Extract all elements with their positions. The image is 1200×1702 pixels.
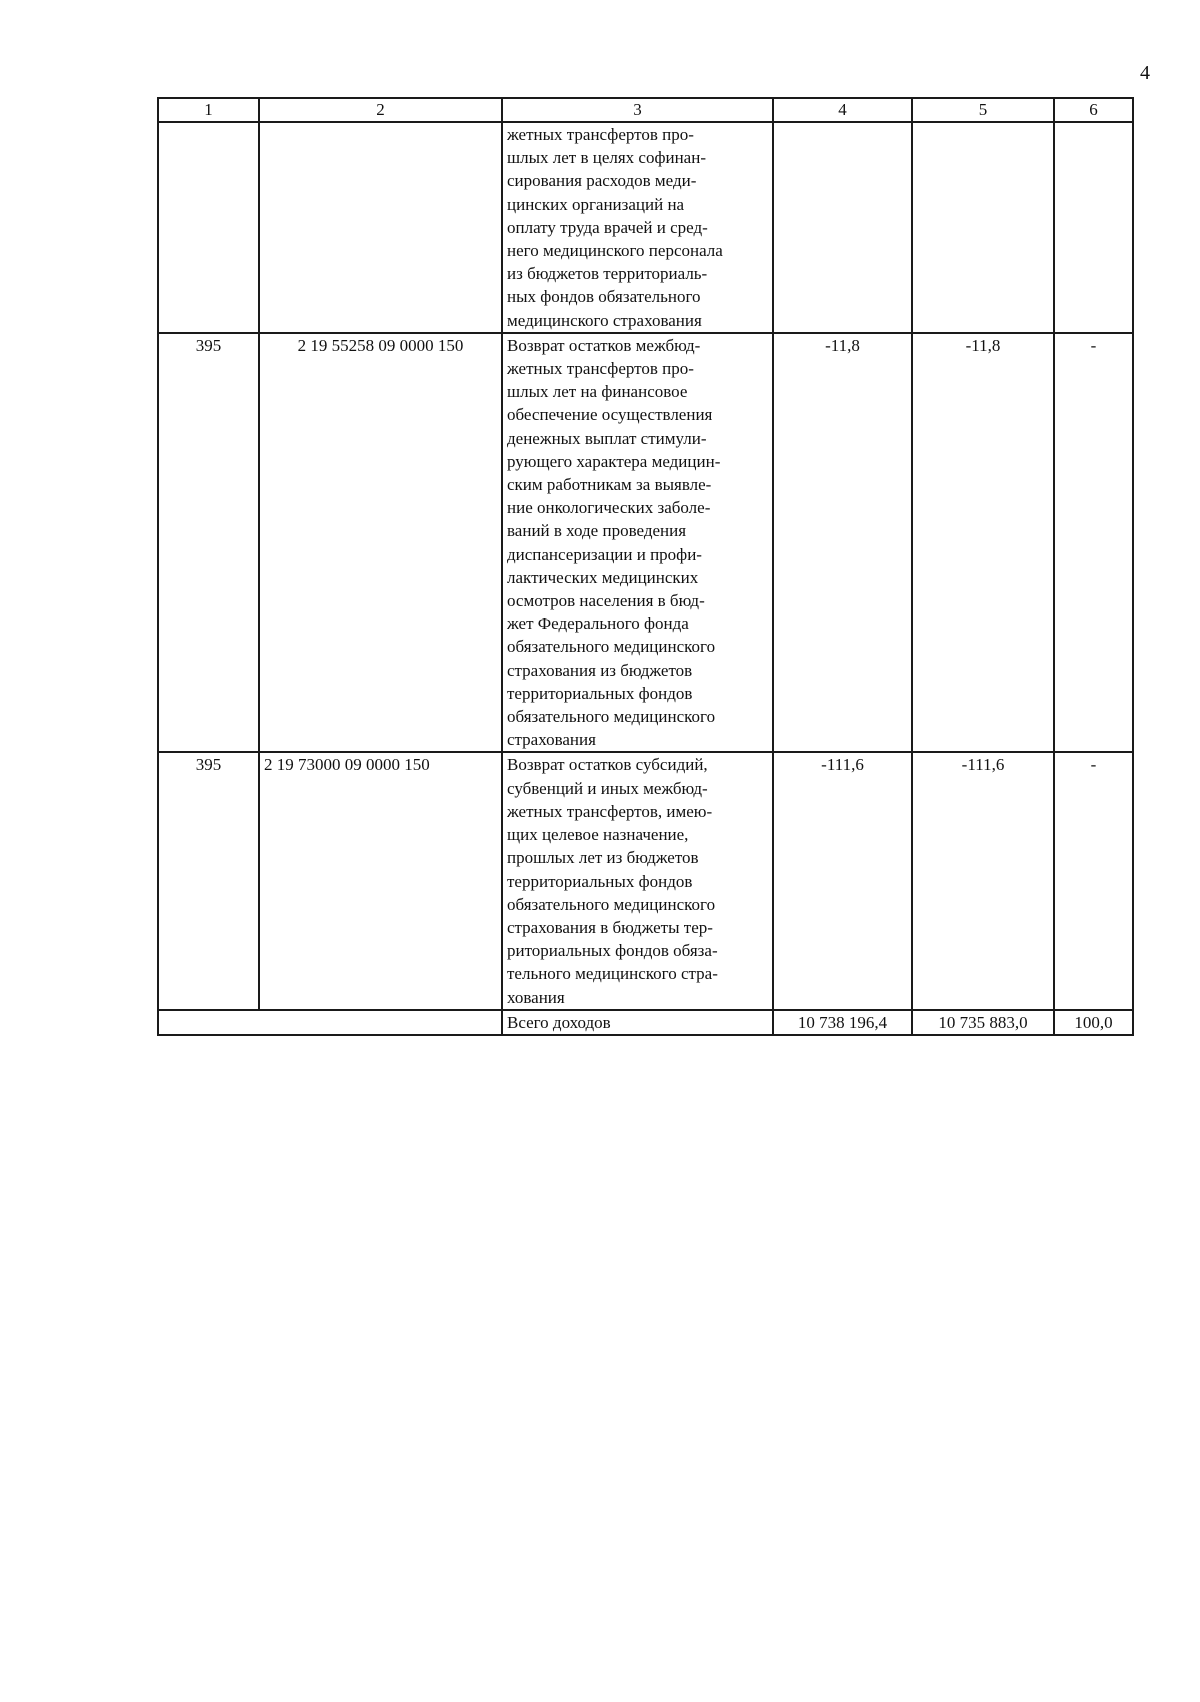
total-label: Всего доходов (502, 1010, 773, 1035)
percent-cell: - (1054, 333, 1133, 753)
executed-amount-cell: -111,6 (912, 752, 1054, 1009)
total-empty-cell (158, 1010, 502, 1035)
description-line: щих целевое назначение, (507, 825, 689, 845)
description-line: осмотров населения в бюд- (507, 591, 705, 611)
description-line: шлых лет в целях софинан- (507, 148, 706, 168)
description-cell (502, 122, 773, 333)
approved-amount-cell: -11,8 (773, 333, 912, 753)
percent-cell: - (1054, 752, 1133, 1009)
description-line: жет Федерального фонда (507, 614, 689, 634)
description-line: страхования (507, 730, 596, 750)
table-row (158, 122, 1133, 333)
description-line: жетных трансфертов, имею- (507, 801, 713, 821)
description-line: рующего характера медицин- (507, 451, 721, 471)
description-line: страхования в бюджеты тер- (507, 917, 713, 937)
column-header: 6 (1054, 98, 1133, 122)
description-line: хования (507, 987, 565, 1007)
description-line: лактических медицинских (507, 567, 699, 587)
description-line: обязательного медицинского (507, 707, 716, 727)
percent-cell (1054, 122, 1133, 333)
description-line: риториальных фондов обяза- (507, 941, 718, 961)
column-header: 3 (502, 98, 773, 122)
admin-code-cell: 395 (158, 752, 259, 1009)
description-line: жетных трансфертов про- (507, 125, 694, 144)
description-line: оплату труда врачей и сред- (507, 217, 708, 237)
description-line: прошлых лет из бюджетов (507, 848, 699, 868)
table-row (158, 752, 1133, 1009)
total-row (158, 1010, 1133, 1035)
description-line: шлых лет на финансовое (507, 382, 688, 402)
description-line: диспансеризации и профи- (507, 544, 702, 564)
description-line: обязательного медицинского (507, 637, 716, 657)
description-line: страхования из бюджетов (507, 660, 693, 680)
table-row (158, 333, 1133, 753)
description-line: обязательного медицинского (507, 894, 716, 914)
description-line: ных фондов обязательного (507, 287, 701, 307)
column-header: 5 (912, 98, 1054, 122)
description-line: субвенций и иных межбюд- (507, 778, 708, 798)
description-line: денежных выплат стимули- (507, 428, 707, 448)
description-line: ваний в ходе проведения (507, 521, 687, 541)
total-approved-amount: 10 738 196,4 (773, 1010, 912, 1035)
total-percent: 100,0 (1054, 1010, 1133, 1035)
description-line: из бюджетов территориаль- (507, 264, 708, 284)
description-line: территориальных фондов (507, 683, 693, 703)
admin-code-cell: 395 (158, 333, 259, 753)
description-line: Возврат остатков межбюд- (507, 335, 701, 355)
column-header: 4 (773, 98, 912, 122)
budget-code-cell: 2 19 73000 09 0000 150 (259, 752, 502, 1009)
description-line: обеспечение осуществления (507, 405, 713, 425)
description-cell (502, 752, 773, 1009)
revenue-table (157, 97, 1134, 1036)
table-header-row (158, 98, 1133, 122)
description-cell (502, 333, 773, 753)
budget-code-cell (259, 122, 502, 333)
description-line: жетных трансфертов про- (507, 359, 694, 379)
description-line: ским работникам за выявле- (507, 475, 712, 495)
description-line: сирования расходов меди- (507, 171, 697, 191)
executed-amount-cell: -11,8 (912, 333, 1054, 753)
executed-amount-cell (912, 122, 1054, 333)
budget-code-cell: 2 19 55258 09 0000 150 (259, 333, 502, 753)
total-executed-amount: 10 735 883,0 (912, 1010, 1054, 1035)
description-line: медицинского страхования (507, 310, 702, 330)
column-header: 2 (259, 98, 502, 122)
description-line: него медицинского персонала (507, 241, 723, 261)
description-line: тельного медицинского стра- (507, 964, 718, 984)
page-number: 4 (1140, 62, 1150, 84)
approved-amount-cell (773, 122, 912, 333)
admin-code-cell (158, 122, 259, 333)
description-line: ние онкологических заболе- (507, 498, 711, 518)
description-line: цинских организаций на (507, 194, 685, 214)
approved-amount-cell: -111,6 (773, 752, 912, 1009)
description-line: Возврат остатков субсидий, (507, 755, 708, 775)
column-header: 1 (158, 98, 259, 122)
description-line: территориальных фондов (507, 871, 693, 891)
